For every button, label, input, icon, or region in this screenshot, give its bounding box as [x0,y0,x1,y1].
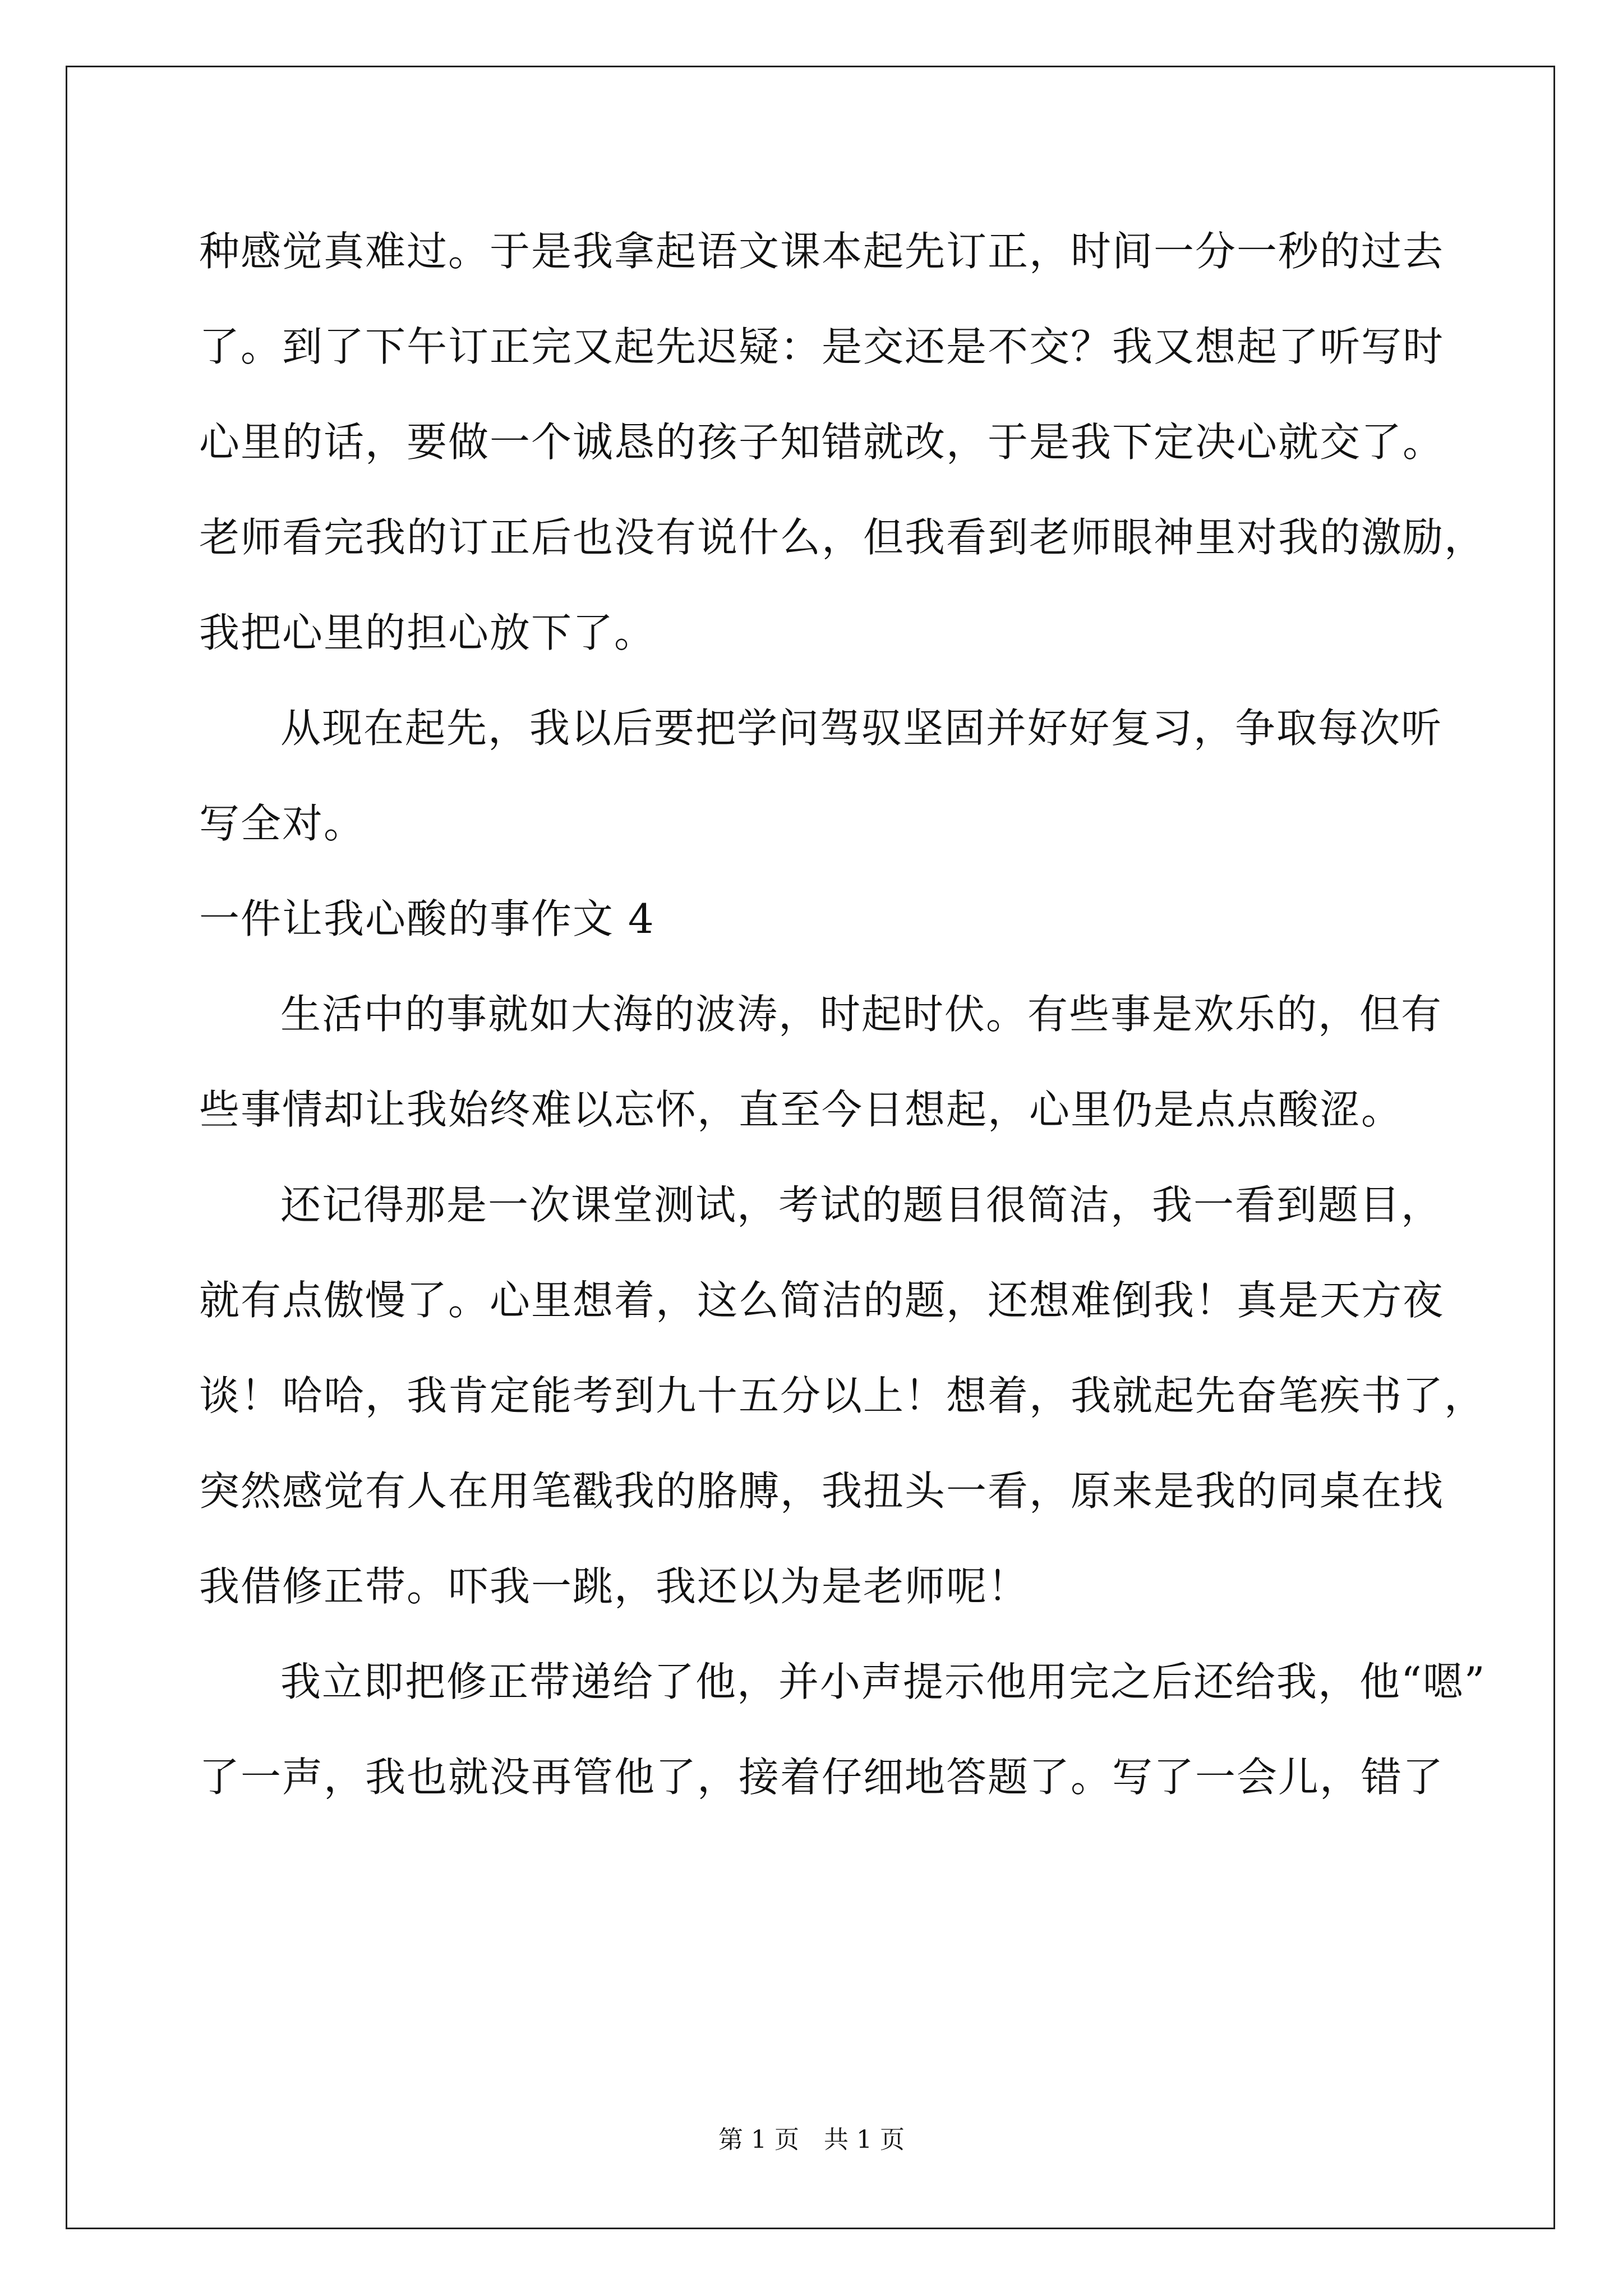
text-line: 我立即把修正带递给了他，并小声提示他用完之后还给我，他“嗯” [280,1658,1486,1705]
text-line: 心里的话，要做一个诚恳的孩子知错就改，于是我下定决心就交了。 [199,418,1445,466]
text-line: 些事情却让我始终难以忘怀，直至今日想起，心里仍是点点酸涩。 [199,1086,1403,1133]
text-line: 谈！哈哈，我肯定能考到九十五分以上！想着，我就起先奋笔疾书了， [199,1372,1486,1419]
section-heading: 一件让我心酸的事作文 4 [199,895,655,942]
text-line: 生活中的事就如大海的波涛，时起时伏。有些事是欢乐的，但有 [280,991,1443,1038]
text-line: 了一声，我也就没再管他了，接着仔细地答题了。写了一会儿，错了 [199,1754,1445,1801]
page-footer: 第 1 页 共 1 页 [718,2125,905,2154]
text-line: 突然感觉有人在用笔戳我的胳膊，我扭头一看，原来是我的同桌在找 [199,1467,1445,1515]
text-line: 了。到了下午订正完又起先迟疑：是交还是不交？我又想起了听写时 [199,323,1445,370]
text-line: 老师看完我的订正后也没有说什么，但我看到老师眼神里对我的激励， [199,514,1486,561]
page-border [66,66,1555,2229]
text-line: 就有点傲慢了。心里想着，这么简洁的题，还想难倒我！真是天方夜 [199,1277,1445,1324]
text-line: 还记得那是一次课堂测试，考试的题目很简洁，我一看到题目， [280,1181,1443,1228]
text-line: 写全对。 [199,800,366,847]
text-line: 种感觉真难过。于是我拿起语文课本起先订正，时间一分一秒的过去 [199,228,1445,275]
text-line: 我把心里的担心放下了。 [199,609,656,656]
text-line: 我借修正带。吓我一跳，我还以为是老师呢！ [199,1563,1030,1610]
text-line: 从现在起先，我以后要把学问驾驭坚固并好好复习，争取每次听 [280,705,1443,752]
